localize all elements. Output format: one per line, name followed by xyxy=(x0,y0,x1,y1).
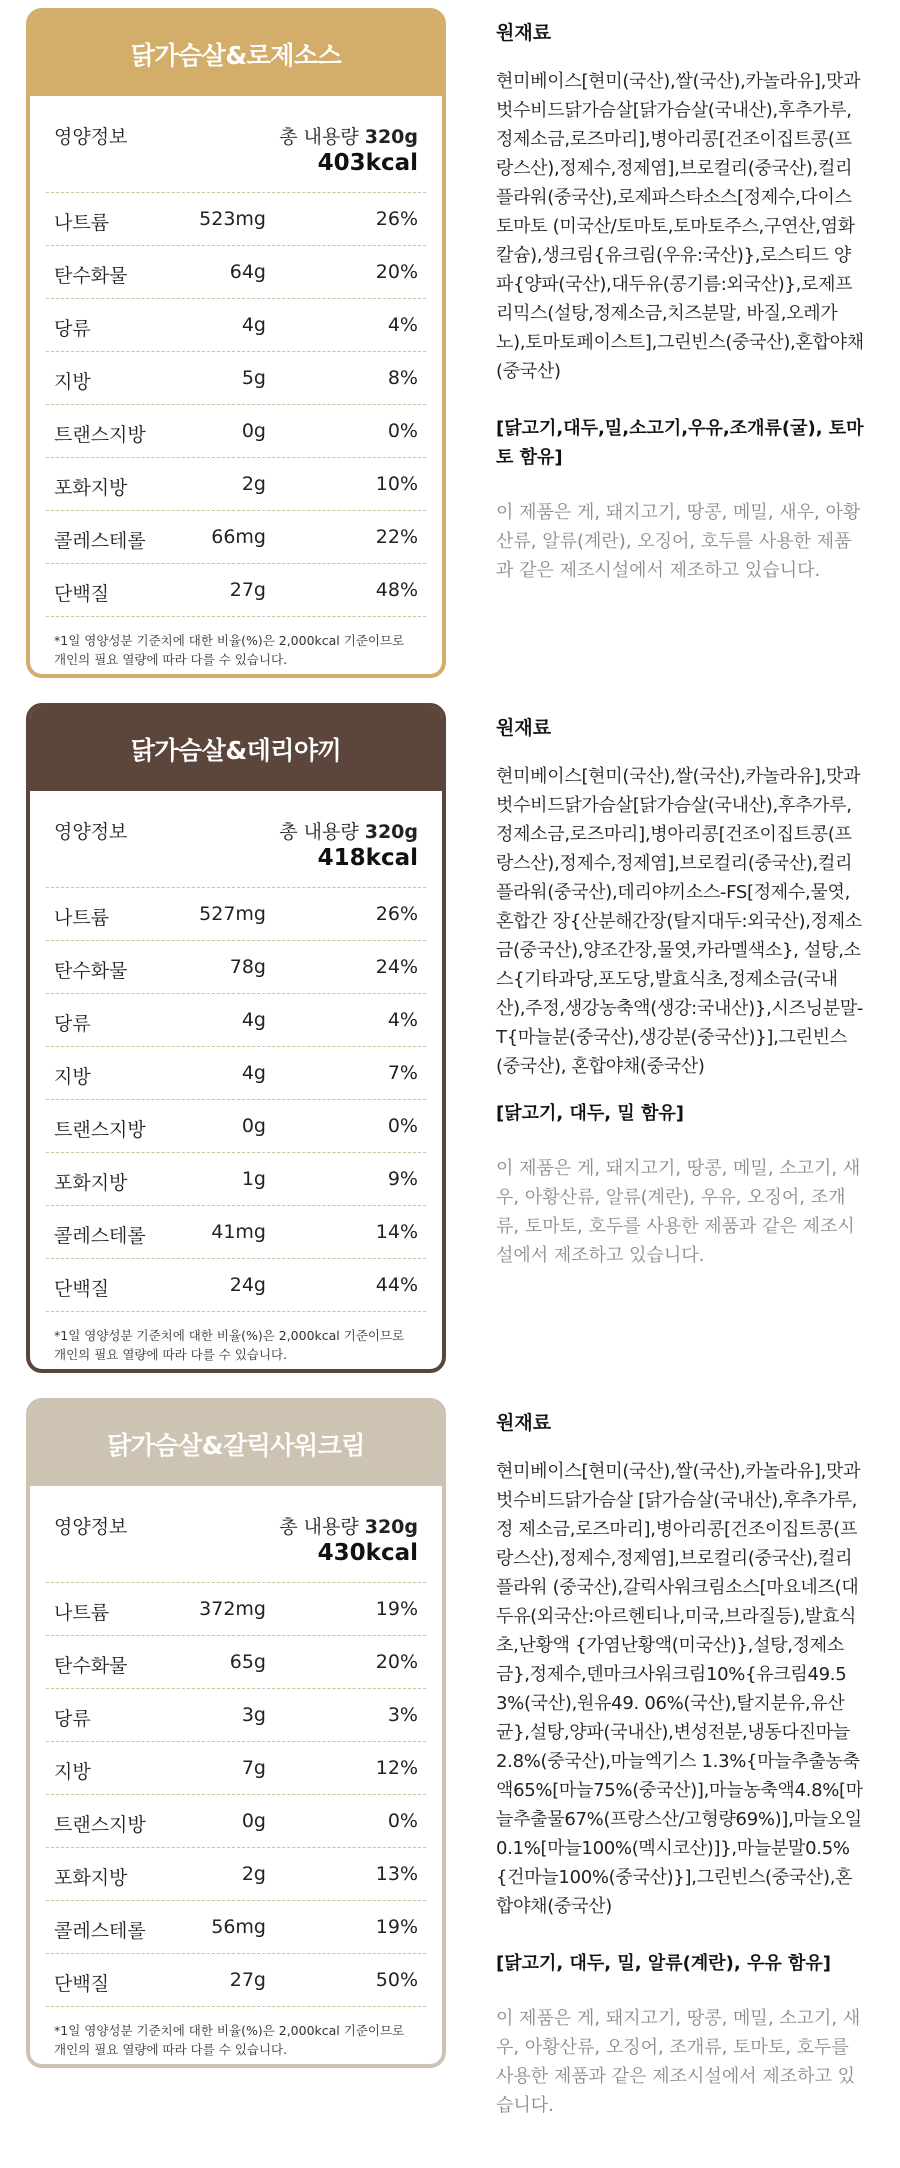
allergy-info: [닭고기, 대두, 밀 함유] xyxy=(496,1103,685,1124)
nutrient-row: 나트륨 523mg 26% xyxy=(46,193,426,246)
nutrition-card xyxy=(26,703,446,1373)
footnote: *1일 영양성분 기준치에 대한 비율(%)은 2,000kcal 기준이므로 개인의 필요 열량에 따라 다를 수 있습니다. xyxy=(54,1328,405,1362)
nutrient-row: 지방 4g 7% xyxy=(46,1047,426,1100)
nutrition-summary xyxy=(46,1486,426,1583)
product-title: 닭가슴살&데리야끼 xyxy=(30,707,442,791)
calories: 430kcal xyxy=(317,1540,418,1566)
nutrition-summary xyxy=(46,791,426,888)
total-content: 총 내용량 320g xyxy=(279,126,418,148)
facility-notice: 이 제품은 게, 돼지고기, 땅콩, 메밀, 소고기, 새우, 아황산류, 오징어, 조개류, 토마토, 호두를 사용한 제품과 같은 제조시설에서 제조하고 있습니다. xyxy=(496,2008,861,2116)
nutrient-row: 탄수화물 64g 20% xyxy=(46,246,426,299)
footnote: *1일 영양성분 기준치에 대한 비율(%)은 2,000kcal 기준이므로 개인의 필요 열량에 따라 다를 수 있습니다. xyxy=(54,2023,405,2057)
nutrient-row: 나트륨 372mg 19% xyxy=(46,1583,426,1636)
nutrient-row: 당류 3g 3% xyxy=(46,1689,426,1742)
ingredients-panel xyxy=(496,713,864,1270)
allergy-info: [닭고기, 대두, 밀, 알류(계란), 우유 함유] xyxy=(496,1953,832,1974)
allergy-info: [닭고기,대두,밀,소고기,우유,조개류(굴), 토마토 함유] xyxy=(496,418,864,468)
nutrient-row: 트랜스지방 0g 0% xyxy=(46,1100,426,1153)
ingredients-text: 현미베이스[현미(국산),쌀(국산),카놀라유],맛과벗수비드닭가슴살[닭가슴살(국내산),후추가루,정제소금,로즈마리],병아리콩[건조이집트콩(프랑스산),정제수,정제염],브로컬리(중국산),컬리플라워(중국산),로제파스타소스[정제수,다이스토마토 (미국산/토마토,토마토주스,구연산,염화칼슘),생크림{유크림(우유:국산)},로스티드 양파{양파(국산),대두유(콩기름:외국산)},로제프리믹스(설탕,정제소금,치즈분말, 바질,오레가노),토마토페이스트],그린빈스(중국산),혼합야채(중국산) xyxy=(496,71,864,382)
product-garlic-sour-cream xyxy=(0,1398,900,2116)
total-weight: 320g xyxy=(364,1516,418,1538)
nutrient-row: 포화지방 2g 13% xyxy=(46,1848,426,1901)
nutrient-row: 탄수화물 78g 24% xyxy=(46,941,426,994)
ingredients-heading: 원재료 xyxy=(496,1412,552,1434)
nutrient-row: 포화지방 2g 10% xyxy=(46,458,426,511)
product-title: 닭가슴살&갈릭사워크림 xyxy=(30,1402,442,1486)
total-content: 총 내용량 320g xyxy=(279,1516,418,1538)
nutrition-summary xyxy=(46,96,426,193)
total-weight: 320g xyxy=(364,821,418,843)
product-teriyaki xyxy=(0,703,900,1383)
ingredients-panel xyxy=(496,18,864,585)
calories: 418kcal xyxy=(317,845,418,871)
nutrient-row: 단백질 27g 50% xyxy=(46,1954,426,2007)
footnote: *1일 영양성분 기준치에 대한 비율(%)은 2,000kcal 기준이므로 개인의 필요 열량에 따라 다를 수 있습니다. xyxy=(54,633,405,667)
nutrient-row: 트랜스지방 0g 0% xyxy=(46,1795,426,1848)
ingredients-text: 현미베이스[현미(국산),쌀(국산),카놀라유],맛과벗수비드닭가슴살 [닭가슴살(국내산),후추가루,정 제소금,로즈마리],병아리콩[건조이집트콩(프랑스산),정제수,정제염],브로컬리(중국산),컬리플라워 (중국산),갈릭사워크림소스[마요네즈(대두유(외국산:아르헨티나,미국,브라질등),발효식초,난황액 {가염난황액(미국산)},설탕,정제소금},정제수,덴마크사워크림10%{유크림49.53%(국산),원유49. 06%(국산),탈지분유,유산균},설탕,양파(국내산),변성전분,냉동다진마늘2.8%(중국산),마늘엑기스 1.3%{마늘추출농축액65%[마늘75%(중국산)],마늘농축액4.8%[마늘추출물67%(프랑스산/고형량69%)],마늘오일0.1%[마늘100%(멕시코산)]},마늘분말0.5%{건마늘100%(중국산)}],그린빈스(중국산),혼합야채(중국산) xyxy=(496,1461,863,1917)
nutrient-row: 지방 5g 8% xyxy=(46,352,426,405)
product-rose-sauce xyxy=(0,8,900,688)
total-content: 총 내용량 320g xyxy=(279,821,418,843)
nutrient-row: 단백질 27g 48% xyxy=(46,564,426,617)
product-title: 닭가슴살&로제소스 xyxy=(30,12,442,96)
facility-notice: 이 제품은 게, 돼지고기, 땅콩, 메밀, 새우, 아황산류, 알류(계란), 오징어, 호두를 사용한 제품과 같은 제조시설에서 제조하고 있습니다. xyxy=(496,502,861,581)
nutrient-row: 트랜스지방 0g 0% xyxy=(46,405,426,458)
nutrient-row: 콜레스테롤 66mg 22% xyxy=(46,511,426,564)
nutrient-row: 나트륨 527mg 26% xyxy=(46,888,426,941)
nutrient-row: 지방 7g 12% xyxy=(46,1742,426,1795)
nutrition-label: 영양정보 xyxy=(54,821,128,843)
nutrient-row: 단백질 24g 44% xyxy=(46,1259,426,1312)
facility-notice: 이 제품은 게, 돼지고기, 땅콩, 메밀, 소고기, 새우, 아황산류, 알류(계란), 우유, 오징어, 조개류, 토마토, 호두를 사용한 제품과 같은 제조시설에서 제조하고 있습니다. xyxy=(496,1158,861,1266)
calories: 403kcal xyxy=(317,150,418,176)
total-weight: 320g xyxy=(364,126,418,148)
nutrition-card xyxy=(26,1398,446,2068)
nutrient-row: 콜레스테롤 41mg 14% xyxy=(46,1206,426,1259)
nutrient-row: 당류 4g 4% xyxy=(46,299,426,352)
nutrient-row: 당류 4g 4% xyxy=(46,994,426,1047)
nutrient-row: 포화지방 1g 9% xyxy=(46,1153,426,1206)
nutrition-label: 영양정보 xyxy=(54,1516,128,1538)
ingredients-heading: 원재료 xyxy=(496,22,552,44)
ingredients-panel xyxy=(496,1408,864,2120)
ingredients-heading: 원재료 xyxy=(496,717,552,739)
nutrition-card xyxy=(26,8,446,678)
ingredients-text: 현미베이스[현미(국산),쌀(국산),카놀라유],맛과벗수비드닭가슴살[닭가슴살(국내산),후추가루,정제소금,로즈마리],병아리콩[건조이집트콩(프랑스산),정제수,정제염],브로컬리(중국산),컬리플라워(중국산),데리야끼소스-FS[정제수,물엿,혼합간 장{산분해간장(탈지대두:외국산),정제소금(중국산),양조간장,물엿,카라멜색소}, 설탕,소스{기타과당,포도당,발효식초,정제소금(국내산),주정,생강농축액(생강:국내산)},시즈닝분말-T{마늘분(중국산),생강분(중국산)}],그린빈스(중국산), 혼합야채(중국산) xyxy=(496,766,864,1077)
nutrient-row: 콜레스테롤 56mg 19% xyxy=(46,1901,426,1954)
nutrient-row: 탄수화물 65g 20% xyxy=(46,1636,426,1689)
nutrition-label: 영양정보 xyxy=(54,126,128,148)
